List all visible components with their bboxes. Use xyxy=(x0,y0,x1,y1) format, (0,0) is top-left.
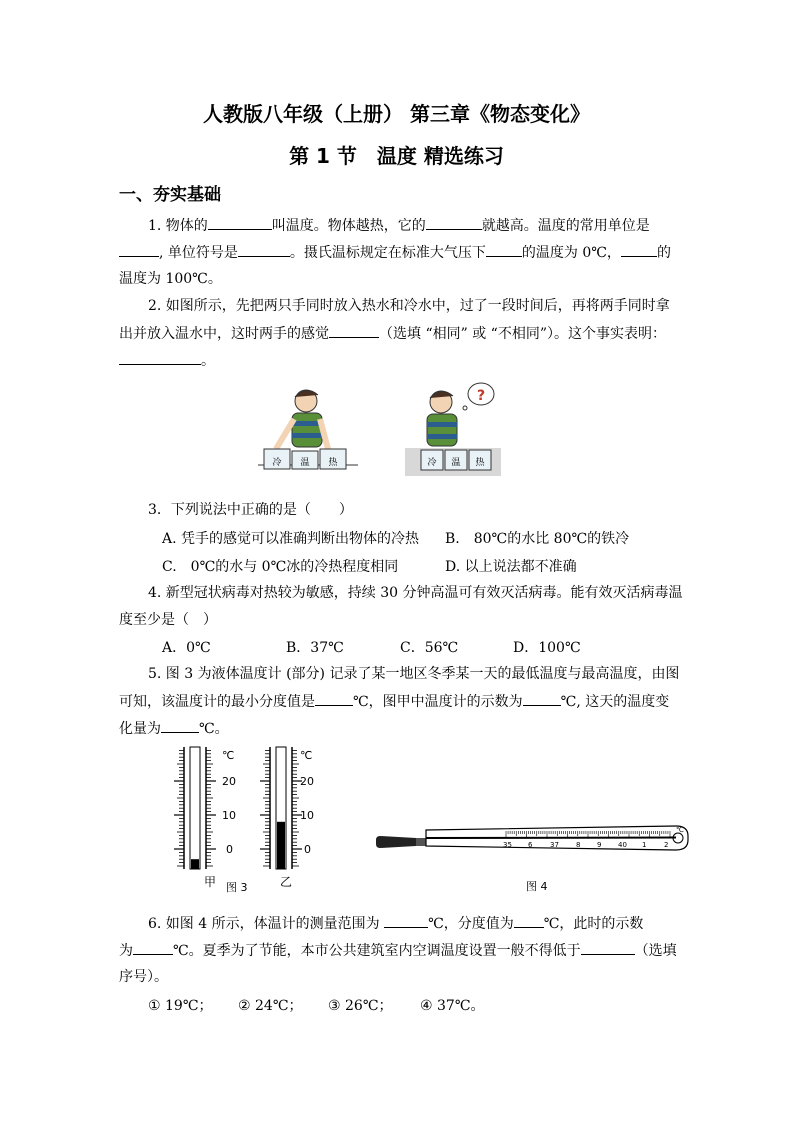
q6-line2: 为 ℃。夏季为了节能，本市公共建筑室内空调温度设置一般不得低于 （选填 xyxy=(119,940,677,961)
liquid-column-yi xyxy=(277,822,285,869)
hot-label: 热 xyxy=(475,458,485,468)
tick-label: 0 xyxy=(304,843,311,856)
tick-label: 1 xyxy=(642,841,647,849)
warm-label: 温 xyxy=(451,458,461,468)
q4-option-b[interactable]: B．37℃ xyxy=(286,640,344,656)
q1-line2: , 单位符号是 。摄氏温标规定在标准大气压下 的温度为 0℃， 的 xyxy=(119,242,671,263)
q4-line1: 4. 新型冠状病毒对热较为敏感，持续 30 分钟高温可有效灭活病毒。能有效灭活病毒温 xyxy=(148,585,683,601)
q4-line2: 度至少是（ ） xyxy=(119,612,217,628)
q6-option-4[interactable]: ④ 37℃。 xyxy=(420,998,485,1014)
q3-option-a[interactable]: A. 凭手的感觉可以准确判断出物体的冷热 xyxy=(162,531,420,547)
q6-option-3[interactable]: ③ 26℃； xyxy=(328,998,393,1014)
answer-blank[interactable] xyxy=(621,242,657,257)
q5-line2: 可知，该温度计的最小分度值是 ℃，图甲中温度计的示数为 ℃, 这天的温度变 xyxy=(119,691,669,712)
answer-blank[interactable] xyxy=(426,215,482,230)
figure-4-clinical-thermometer xyxy=(376,818,694,898)
q6-line3: 序号）。 xyxy=(119,969,168,985)
q1-line1: 1. 物体的 叫温度。物体越热，它的 就越高。温度的常用单位是 xyxy=(148,215,650,236)
q6-option-2[interactable]: ② 24℃； xyxy=(238,998,303,1014)
boy-hands-in-water-illustration xyxy=(258,383,358,488)
page-title: 人教版八年级（上册） 第三章《物态变化》 xyxy=(203,102,590,126)
answer-blank[interactable] xyxy=(523,691,561,706)
answer-blank[interactable] xyxy=(133,940,173,955)
tick-label: 8 xyxy=(576,841,581,849)
answer-blank[interactable] xyxy=(238,242,290,257)
q2-line2: 出并放入温水中，这时两手的感觉 （选填 “相同” 或 “不相同”）。这个事实表明： xyxy=(119,323,666,344)
answer-blank[interactable] xyxy=(514,913,544,928)
q3-stem: 3．下列说法中正确的是（ ） xyxy=(148,502,353,518)
label-yi: 乙 xyxy=(280,875,293,889)
question-mark-icon: ? xyxy=(476,388,486,404)
celsius-unit: ℃ xyxy=(222,749,235,762)
confused-boy-illustration xyxy=(405,380,505,480)
page-subtitle: 第 1 节 温度 精选练习 xyxy=(289,144,504,168)
tick-label: 37 xyxy=(550,841,559,849)
cold-label: 冷 xyxy=(427,458,437,468)
celsius-unit: ℃ xyxy=(300,749,313,762)
tick-label: 6 xyxy=(528,841,533,849)
answer-blank[interactable] xyxy=(581,940,635,955)
tick-label: 2 xyxy=(664,841,669,849)
section-heading: 一、夯实基础 xyxy=(119,185,221,205)
answer-blank[interactable] xyxy=(329,323,379,338)
answer-blank[interactable] xyxy=(486,242,522,257)
q2-line1: 2. 如图所示，先把两只手同时放入热水和冷水中，过了一段时间后，再将两手同时拿 xyxy=(148,298,670,314)
figure-3-thermometers xyxy=(170,745,330,895)
q3-option-b[interactable]: B. 80℃的水比 80℃的铁冷 xyxy=(445,531,630,547)
answer-blank[interactable] xyxy=(384,913,428,928)
q3-option-d[interactable]: D. 以上说法都不准确 xyxy=(445,559,577,575)
q1-line3: 温度为 100℃。 xyxy=(119,271,222,287)
figure-4-caption: 图 4 xyxy=(526,880,548,893)
liquid-column-jia xyxy=(191,859,199,869)
q4-option-d[interactable]: D．100℃ xyxy=(513,640,581,656)
tick-label: 20 xyxy=(222,775,236,788)
label-jia: 甲 xyxy=(204,875,217,889)
q6-line1: 6. 如图 4 所示，体温计的测量范围为 ℃，分度值为 ℃，此时的示数 xyxy=(148,913,643,934)
tick-label: 10 xyxy=(222,809,236,822)
q4-option-a[interactable]: A．0℃ xyxy=(162,640,211,656)
warm-label: 温 xyxy=(300,458,310,468)
answer-blank[interactable] xyxy=(208,215,272,230)
tick-label: 35 xyxy=(503,841,512,849)
q4-option-c[interactable]: C．56℃ xyxy=(400,640,459,656)
answer-blank[interactable] xyxy=(315,691,353,706)
hot-label: 热 xyxy=(328,458,338,468)
tick-label: 40 xyxy=(618,841,627,849)
tick-label: 9 xyxy=(597,841,602,849)
cold-label: 冷 xyxy=(272,458,282,468)
tick-label: 20 xyxy=(300,775,314,788)
thermometer-yi xyxy=(260,747,314,869)
q2-line3: 。 xyxy=(119,350,215,371)
answer-blank[interactable] xyxy=(119,350,201,365)
answer-blank[interactable] xyxy=(119,242,159,257)
thermometer-jia xyxy=(174,747,236,869)
q6-option-1[interactable]: ① 19℃； xyxy=(148,998,213,1014)
tick-label: 10 xyxy=(300,809,314,822)
figure-3-caption: 图 3 xyxy=(226,881,248,894)
q5-line1: 5. 图 3 为液体温度计 (部分) 记录了某一地区冬季某一天的最低温度与最高温度，由图 xyxy=(148,666,680,682)
q5-line3: 化量为 ℃。 xyxy=(119,718,229,739)
celsius-unit: ℃ xyxy=(676,826,684,834)
q3-option-c[interactable]: C. 0℃的水与 0℃冰的冷热程度相同 xyxy=(162,559,399,575)
answer-blank[interactable] xyxy=(161,718,199,733)
tick-label: 0 xyxy=(226,843,233,856)
